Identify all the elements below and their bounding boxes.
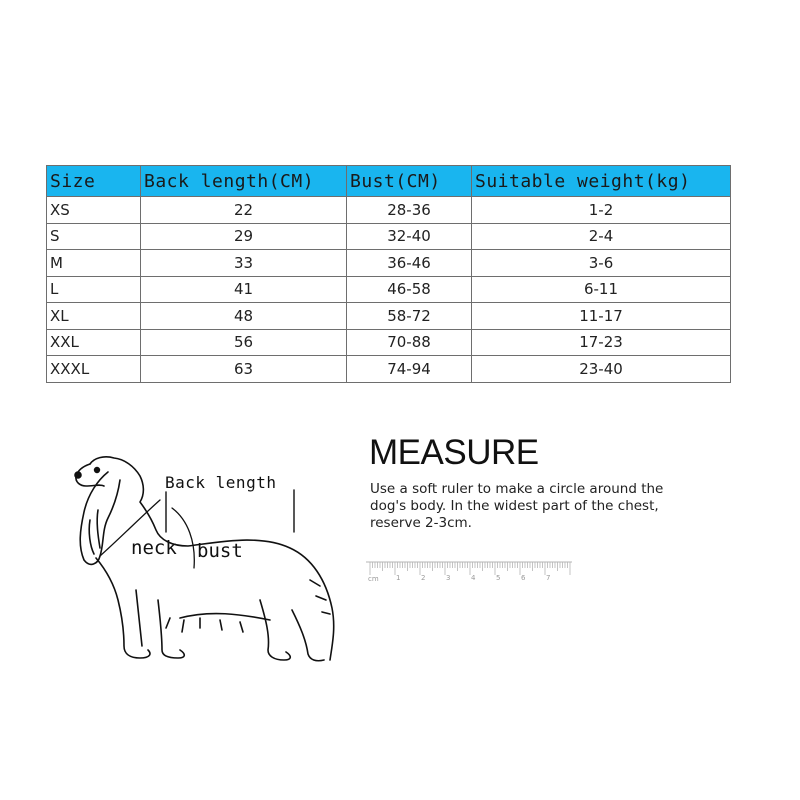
bust-cell: 32-40 xyxy=(347,223,472,250)
weight-cell: 3-6 xyxy=(472,250,731,277)
size-cell: XS xyxy=(47,197,141,224)
instruction-line: reserve 2-3cm. xyxy=(370,515,472,531)
table-row xyxy=(47,329,731,356)
size-cell: XXL xyxy=(47,329,141,356)
size-cell: S xyxy=(47,223,141,250)
ruler-graphic xyxy=(366,561,572,587)
size-cell: L xyxy=(47,276,141,303)
weight-cell: 17-23 xyxy=(472,329,731,356)
dog-belly-outline xyxy=(180,614,270,620)
ruler-unit-label: cm xyxy=(368,575,379,583)
table-row xyxy=(47,197,731,224)
instruction-line: dog's body. In the widest part of the chest, xyxy=(370,498,659,514)
back-length-cell: 56 xyxy=(141,329,347,356)
weight-cell: 2-4 xyxy=(472,223,731,250)
back-length-cell: 33 xyxy=(141,250,347,277)
back-length-label: Back length xyxy=(165,473,277,492)
ruler-number: 2 xyxy=(421,574,426,582)
back-length-cell: 29 xyxy=(141,223,347,250)
ruler-number: 7 xyxy=(546,574,551,582)
ruler-number: 3 xyxy=(446,574,451,582)
size-cell: XXXL xyxy=(47,356,141,383)
size-chart-table xyxy=(46,165,731,383)
weight-cell: 1-2 xyxy=(472,197,731,224)
table-row xyxy=(47,303,731,330)
dog-nose xyxy=(75,472,81,478)
ruler-number: 4 xyxy=(471,574,476,582)
header-bust: Bust(CM) xyxy=(347,166,472,197)
weight-cell: 23-40 xyxy=(472,356,731,383)
back-length-bracket xyxy=(166,490,294,532)
dog-eye xyxy=(95,468,100,473)
size-cell: XL xyxy=(47,303,141,330)
weight-cell: 11-17 xyxy=(472,303,731,330)
table-header-row xyxy=(47,166,731,197)
back-length-cell: 48 xyxy=(141,303,347,330)
instruction-line: Use a soft ruler to make a circle around the xyxy=(370,481,664,497)
table-row xyxy=(47,276,731,303)
measure-instructions xyxy=(370,481,700,532)
bust-cell: 46-58 xyxy=(347,276,472,303)
bust-cell: 28-36 xyxy=(347,197,472,224)
header-suitable-weight: Suitable weight(kg) xyxy=(472,166,731,197)
table-row xyxy=(47,250,731,277)
bust-cell: 74-94 xyxy=(347,356,472,383)
neck-label: neck xyxy=(131,537,177,559)
dog-hind-leg xyxy=(260,600,290,660)
ruler-number: 6 xyxy=(521,574,526,582)
dog-front-leg xyxy=(158,600,184,658)
header-back-length: Back length(CM) xyxy=(141,166,347,197)
table-row xyxy=(47,356,731,383)
table-row xyxy=(47,223,731,250)
measure-title: MEASURE xyxy=(369,433,539,472)
bust-cell: 70-88 xyxy=(347,329,472,356)
back-length-cell: 63 xyxy=(141,356,347,383)
header-size: Size xyxy=(47,166,141,197)
bust-label: bust xyxy=(197,540,243,562)
back-length-cell: 22 xyxy=(141,197,347,224)
weight-cell: 6-11 xyxy=(472,276,731,303)
bust-cell: 58-72 xyxy=(347,303,472,330)
ruler-number: 5 xyxy=(496,574,501,582)
back-length-cell: 41 xyxy=(141,276,347,303)
ruler-number: 1 xyxy=(396,574,401,582)
size-cell: M xyxy=(47,250,141,277)
bust-cell: 36-46 xyxy=(347,250,472,277)
